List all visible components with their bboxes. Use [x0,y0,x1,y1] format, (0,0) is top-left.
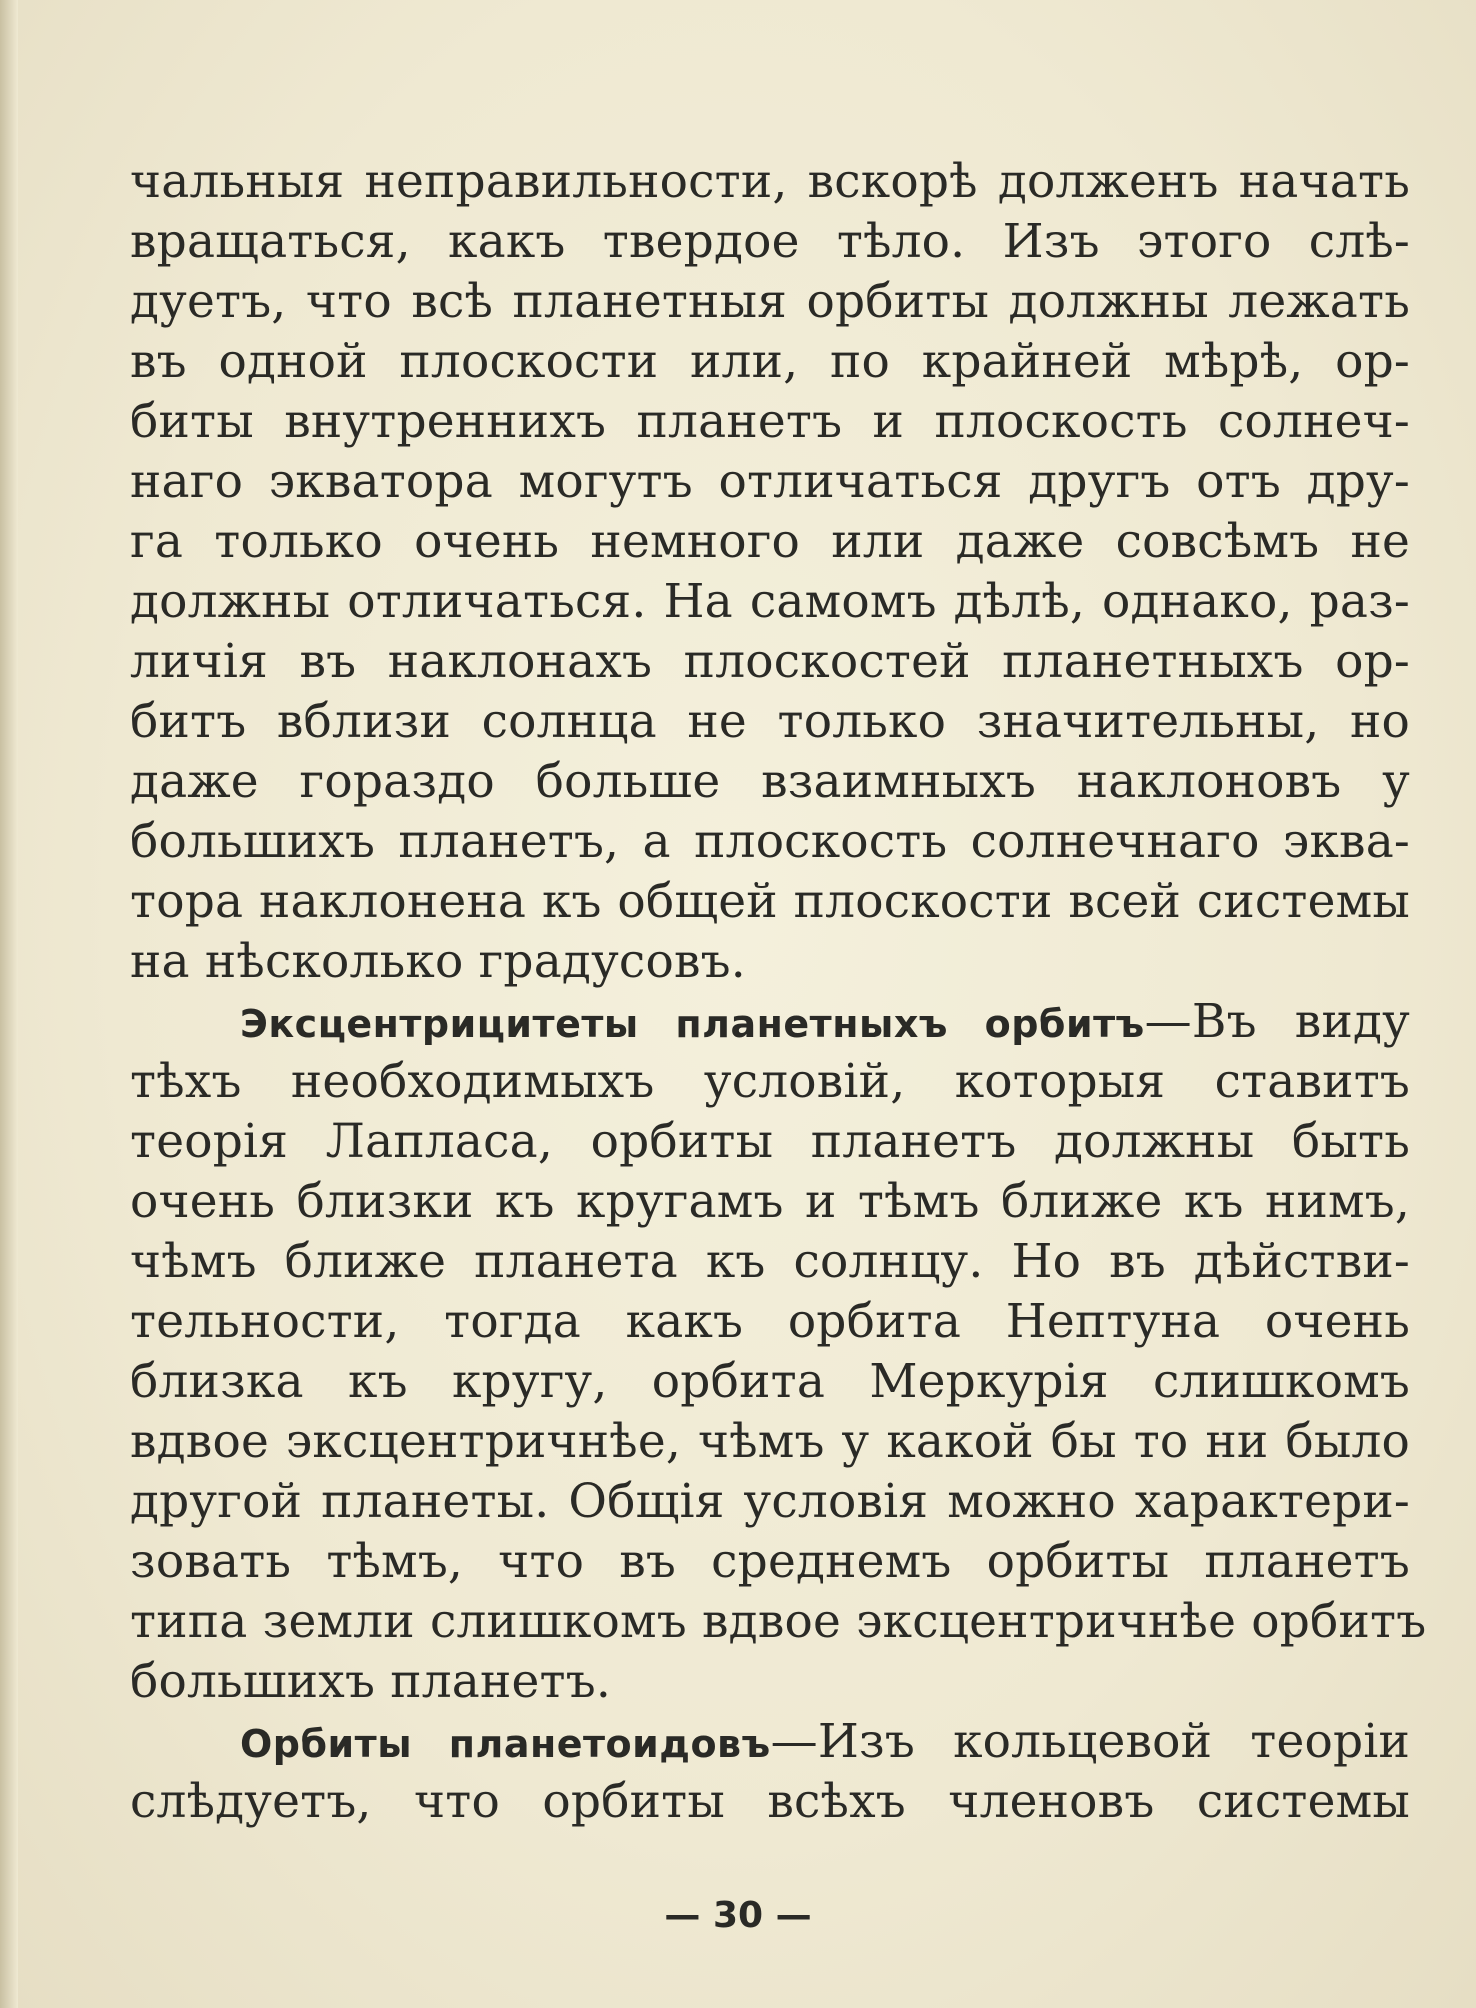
text-line: на нѣсколько градусовъ. [130,934,746,989]
text-line: даже гораздо больше взаимныхъ наклоновъ у [130,754,1410,809]
page-spine-shadow [0,0,18,2008]
page-number: — 30 — [664,1895,812,1936]
body-text [130,152,1427,1832]
text-line: тѣхъ необходимыхъ условій, которыя ставитъ [130,1054,1410,1109]
text-line: другой планеты. Общія условія можно характери- [130,1474,1410,1529]
text-line: чальныя неправильности, вскорѣ долженъ начать [130,154,1410,209]
text-line: вращаться, какъ твердое тѣло. Изъ этого слѣ- [130,214,1410,269]
text-line: чѣмъ ближе планета къ солнцу. Но въ дѣйстви- [130,1234,1410,1289]
paragraph-first-line [130,1712,1410,1772]
text-line: большихъ планетъ. [130,1654,611,1709]
text-line: въ одной плоскости или, по крайней мѣрѣ, ор- [130,334,1410,389]
text-line: зовать тѣмъ, что въ среднемъ орбиты планетъ [130,1534,1410,1589]
text-line: тора наклонена къ общей плоскости всей системы [130,874,1410,929]
text-line: наго экватора могутъ отличаться другъ отъ дру- [130,454,1410,509]
text-line: теорія Лапласа, орбиты планетъ должны быть [130,1114,1410,1169]
text-line: биты внутреннихъ планетъ и плоскость солнеч- [130,394,1410,449]
text-line: должны отличаться. На самомъ дѣлѣ, однако, раз- [130,574,1410,629]
text-line: личія въ наклонахъ плоскостей планетныхъ ор- [130,634,1410,689]
text-line: вдвое эксцентричнѣе, чѣмъ у какой бы то ни было [130,1414,1410,1469]
text-fragment: —Въ виду [1144,994,1410,1049]
text-line: га только очень немного или даже совсѣмъ не [130,514,1410,569]
section-heading: Орбиты планетоидовъ [240,1722,771,1766]
text-fragment: —Изъ кольцевой теоріи [770,1714,1410,1769]
paragraph-first-line [130,992,1410,1052]
text-line: битъ вблизи солнца не только значительны, но [130,694,1410,749]
text-line: близка къ кругу, орбита Меркурія слишкомъ [130,1354,1410,1409]
text-line: тельности, тогда какъ орбита Нептуна очень [130,1294,1410,1349]
section-heading: Эксцентрицитеты планетныхъ орбитъ [240,1002,1145,1046]
text-line: большихъ планетъ, а плоскость солнечнаго эква- [130,814,1410,869]
text-line: дуетъ, что всѣ планетныя орбиты должны лежать [130,274,1410,329]
text-line: очень близки къ кругамъ и тѣмъ ближе къ нимъ, [130,1174,1410,1229]
text-line: слѣдуетъ, что орбиты всѣхъ членовъ системы [130,1774,1410,1829]
text-line: типа земли слишкомъ вдвое эксцентричнѣе орбитъ [130,1594,1427,1649]
